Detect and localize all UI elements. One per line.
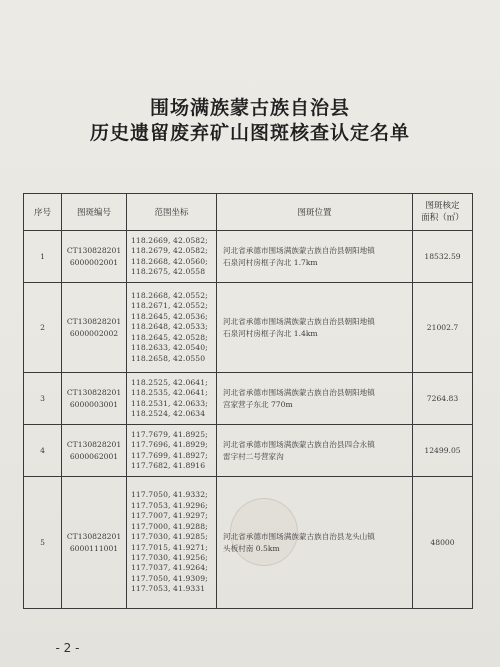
coord-line: 117.7037, 41.9264; (131, 563, 208, 573)
table-row (24, 373, 473, 425)
coord-line: 117.7030, 41.9285; (131, 532, 208, 542)
row-location (217, 477, 413, 609)
row-code-line-2: 6000062001 (69, 451, 119, 461)
coord-line: 117.7030, 41.9256; (131, 552, 208, 562)
row-location-line-1: 河北省承德市围场满族蒙古族自治县朝阳地镇 (223, 387, 375, 397)
coord-line: 118.2524, 42.0634 (131, 408, 206, 418)
coord-line: 118.2658, 42.0550 (131, 353, 206, 363)
row-code-line-2: 6000111001 (69, 543, 119, 553)
title-line-1: 围场满族蒙古族自治县 (149, 97, 350, 119)
table-row (24, 425, 473, 477)
coord-line: 118.2531, 42.0633; (131, 398, 208, 408)
coord-line: 117.7699, 41.8927; (131, 450, 208, 460)
header-code: 图斑编号 (62, 194, 127, 231)
row-location-line-2: 头板村南 0.5km (223, 543, 280, 553)
coord-line: 118.2535, 42.0641; (131, 388, 208, 398)
row-seq: 2 (24, 283, 62, 373)
row-coords (127, 283, 217, 373)
coord-line: 118.2671, 42.0552; (131, 301, 208, 311)
coord-line: 118.2675, 42.0558 (131, 266, 206, 276)
row-seq: 5 (24, 477, 62, 609)
header-seq: 序号 (24, 194, 62, 231)
row-coords (127, 373, 217, 425)
table-row (24, 231, 473, 283)
row-area: 48000 (413, 477, 473, 609)
coord-line: 118.2648, 42.0533; (131, 322, 208, 332)
row-code (62, 231, 127, 283)
coord-line: 118.2669, 42.0582; (131, 235, 208, 245)
row-code-line-1: CT130828201 (66, 316, 122, 326)
row-location-line-2: 雷字村二号营家沟 (223, 451, 284, 461)
row-location (217, 231, 413, 283)
coord-line: 118.2645, 42.0536; (131, 311, 208, 321)
coord-line: 117.7050, 41.9332; (131, 490, 208, 500)
coord-line: 118.2633, 42.0540; (131, 343, 208, 353)
coord-line: 117.7050, 41.9309; (131, 573, 208, 583)
row-code (62, 283, 127, 373)
row-code (62, 373, 127, 425)
row-location-line-1: 河北省承德市围场满族蒙古族自治县龙头山镇 (223, 531, 375, 541)
coord-line: 117.7679, 41.8925; (131, 429, 208, 439)
row-code-line-1: CT130828201 (66, 387, 122, 397)
row-code-line-2: 6000002001 (69, 257, 119, 267)
row-location-line-1: 河北省承德市围场满族蒙古族自治县四合永镇 (223, 439, 375, 449)
row-area: 7264.83 (413, 373, 473, 425)
row-area: 12499.05 (413, 425, 473, 477)
row-code (62, 477, 127, 609)
row-seq: 1 (24, 231, 62, 283)
coord-line: 117.7000, 41.9288; (131, 521, 208, 531)
row-code-line-2: 6000002002 (69, 328, 119, 338)
row-location-line-2: 宫家营子东北 770m (223, 399, 293, 409)
header-area-line-1: 图斑核定 (425, 201, 460, 211)
header-area-line-2: 面积（㎡） (421, 213, 464, 223)
coord-line: 118.2525, 42.0641; (131, 377, 208, 387)
coord-line: 117.7007, 41.9297; (131, 511, 208, 521)
row-location (217, 425, 413, 477)
row-code-line-2: 6000003001 (69, 399, 119, 409)
page-number: - 2 - (55, 641, 80, 655)
row-coords (127, 477, 217, 609)
row-seq: 4 (24, 425, 62, 477)
row-area: 21002.7 (413, 283, 473, 373)
coord-line: 118.2668, 42.0552; (131, 291, 208, 301)
coord-line: 117.7053, 41.9296; (131, 500, 208, 510)
mine-patch-table (23, 193, 473, 609)
coord-line: 118.2645, 42.0528; (131, 332, 208, 342)
title-line-2: 历史遗留废弃矿山图斑核查认定名单 (89, 122, 410, 144)
table-row (24, 283, 473, 373)
coord-line: 118.2668, 42.0560; (131, 256, 208, 266)
row-location-line-2: 石泉河村房框子沟北 1.4km (223, 328, 318, 338)
row-code-line-1: CT130828201 (66, 531, 122, 541)
row-coords (127, 231, 217, 283)
header-coords: 范围坐标 (127, 194, 217, 231)
coord-line: 117.7015, 41.9271; (131, 542, 208, 552)
row-location-line-2: 石泉河村房框子沟北 1.7km (223, 257, 318, 267)
row-location-line-1: 河北省承德市围场满族蒙古族自治县朝阳地镇 (223, 316, 375, 326)
row-location (217, 283, 413, 373)
table-row (24, 477, 473, 609)
header-area (413, 194, 473, 231)
row-location-line-1: 河北省承德市围场满族蒙古族自治县朝阳地镇 (223, 245, 375, 255)
coord-line: 117.7696, 41.8929; (131, 440, 208, 450)
row-location (217, 373, 413, 425)
coord-line: 117.7053, 41.9331 (131, 584, 206, 594)
header-location: 图斑位置 (217, 194, 413, 231)
table-header-row (24, 194, 473, 231)
row-code-line-1: CT130828201 (66, 439, 122, 449)
row-seq: 3 (24, 373, 62, 425)
row-coords (127, 425, 217, 477)
row-area: 18532.59 (413, 231, 473, 283)
row-code-line-1: CT130828201 (66, 245, 122, 255)
coord-line: 118.2679, 42.0582; (131, 246, 208, 256)
row-code (62, 425, 127, 477)
coord-line: 117.7682, 41.8916 (131, 460, 206, 470)
